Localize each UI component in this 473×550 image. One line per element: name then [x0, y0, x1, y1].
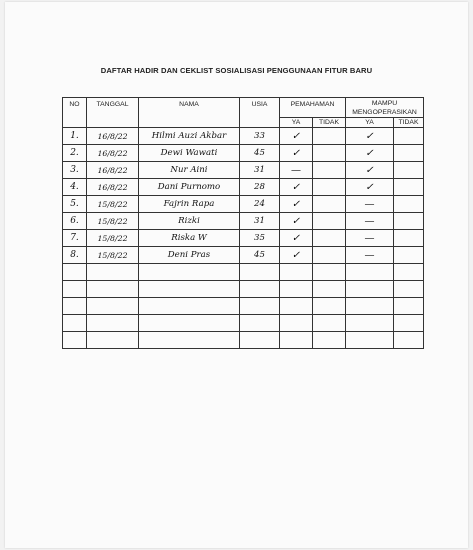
row-mampu-tidak [394, 230, 424, 247]
row-pemahaman-ya: ✓ [280, 230, 313, 247]
row-mampu-tidak [394, 128, 424, 145]
row-tanggal: 15/8/22 [87, 247, 139, 264]
row-no [63, 298, 87, 315]
row-tanggal: 16/8/22 [87, 162, 139, 179]
row-mampu-tidak [394, 281, 424, 298]
table-row [63, 315, 424, 332]
row-usia [240, 315, 280, 332]
row-usia: 28 [240, 179, 280, 196]
table-row [63, 332, 424, 349]
row-no [63, 281, 87, 298]
row-nama: Fajrin Rapa [139, 196, 240, 213]
table-row [63, 298, 424, 315]
row-no: 5. [63, 196, 87, 213]
row-usia: 31 [240, 162, 280, 179]
row-pemahaman-tidak [313, 213, 346, 230]
row-tanggal [87, 298, 139, 315]
row-pemahaman-tidak [313, 230, 346, 247]
row-nama [139, 332, 240, 349]
row-tanggal: 16/8/22 [87, 128, 139, 145]
row-no [63, 315, 87, 332]
row-mampu-tidak [394, 315, 424, 332]
row-pemahaman-ya [280, 315, 313, 332]
row-usia [240, 264, 280, 281]
header-tanggal: TANGGAL [87, 98, 139, 128]
row-pemahaman-ya [280, 264, 313, 281]
row-nama [139, 315, 240, 332]
row-usia: 45 [240, 145, 280, 162]
row-pemahaman-tidak [313, 281, 346, 298]
table-row [63, 162, 424, 179]
row-nama: Dani Purnomo [139, 179, 240, 196]
row-no: 1. [63, 128, 87, 145]
row-mampu-ya: ✓ [346, 162, 394, 179]
row-nama [139, 264, 240, 281]
row-usia [240, 332, 280, 349]
row-mampu-ya [346, 264, 394, 281]
row-mampu-tidak [394, 162, 424, 179]
row-mampu-ya: — [346, 230, 394, 247]
row-nama: Dewi Wawati [139, 145, 240, 162]
row-pemahaman-tidak [313, 179, 346, 196]
table-row [63, 264, 424, 281]
row-tanggal [87, 264, 139, 281]
row-mampu-tidak [394, 213, 424, 230]
row-mampu-ya: — [346, 196, 394, 213]
row-pemahaman-ya [280, 281, 313, 298]
row-tanggal [87, 315, 139, 332]
row-pemahaman-ya [280, 298, 313, 315]
row-mampu-ya: ✓ [346, 145, 394, 162]
header-pemahaman-ya: YA [280, 118, 313, 128]
row-pemahaman-ya: ✓ [280, 247, 313, 264]
table-row [63, 196, 424, 213]
row-tanggal [87, 281, 139, 298]
row-pemahaman-tidak [313, 315, 346, 332]
row-no: 7. [63, 230, 87, 247]
table-row [63, 213, 424, 230]
row-mampu-ya [346, 332, 394, 349]
row-mampu-tidak [394, 179, 424, 196]
row-usia: 45 [240, 247, 280, 264]
table-row [63, 247, 424, 264]
row-pemahaman-tidak [313, 128, 346, 145]
table-row [63, 179, 424, 196]
document-title: DAFTAR HADIR DAN CEKLIST SOSIALISASI PENGGUNAAN FITUR BARU [100, 66, 373, 75]
row-mampu-ya: ✓ [346, 179, 394, 196]
row-tanggal: 15/8/22 [87, 230, 139, 247]
header-usia: USIA [240, 98, 280, 128]
row-mampu-ya [346, 298, 394, 315]
row-no [63, 332, 87, 349]
document-page [5, 2, 468, 548]
row-pemahaman-ya: ✓ [280, 145, 313, 162]
row-no [63, 264, 87, 281]
row-usia [240, 298, 280, 315]
row-pemahaman-ya: — [280, 162, 313, 179]
header-mampu-tidak: TIDAK [394, 118, 424, 128]
row-no: 4. [63, 179, 87, 196]
row-pemahaman-tidak [313, 264, 346, 281]
row-no: 6. [63, 213, 87, 230]
header-mampu-mengoperasikan: MAMPU MENGOPERASIKAN [346, 98, 424, 118]
header-mampu-ya: YA [346, 118, 394, 128]
row-mampu-ya [346, 315, 394, 332]
row-tanggal: 16/8/22 [87, 179, 139, 196]
row-usia: 35 [240, 230, 280, 247]
row-mampu-ya: — [346, 247, 394, 264]
row-mampu-tidak [394, 196, 424, 213]
row-tanggal: 15/8/22 [87, 196, 139, 213]
row-pemahaman-tidak [313, 247, 346, 264]
row-pemahaman-ya: ✓ [280, 128, 313, 145]
row-pemahaman-tidak [313, 298, 346, 315]
row-tanggal: 15/8/22 [87, 213, 139, 230]
row-mampu-tidak [394, 247, 424, 264]
row-pemahaman-tidak [313, 196, 346, 213]
row-usia: 31 [240, 213, 280, 230]
row-mampu-ya [346, 281, 394, 298]
row-pemahaman-ya: ✓ [280, 213, 313, 230]
row-nama: Riska W [139, 230, 240, 247]
row-tanggal: 16/8/22 [87, 145, 139, 162]
row-no: 8. [63, 247, 87, 264]
attendance-table [62, 97, 424, 349]
header-no: NO [63, 98, 87, 128]
row-usia: 33 [240, 128, 280, 145]
row-usia: 24 [240, 196, 280, 213]
row-nama: Nur Aini [139, 162, 240, 179]
row-mampu-ya: — [346, 213, 394, 230]
row-pemahaman-ya [280, 332, 313, 349]
table-row [63, 230, 424, 247]
row-pemahaman-ya: ✓ [280, 179, 313, 196]
row-mampu-tidak [394, 298, 424, 315]
row-nama: Rizki [139, 213, 240, 230]
header-nama: NAMA [139, 98, 240, 128]
row-mampu-tidak [394, 332, 424, 349]
row-pemahaman-ya: ✓ [280, 196, 313, 213]
row-nama [139, 281, 240, 298]
header-pemahaman: PEMAHAMAN [280, 98, 346, 118]
row-nama: Hilmi Auzi Akbar [139, 128, 240, 145]
row-mampu-tidak [394, 145, 424, 162]
row-usia [240, 281, 280, 298]
row-tanggal [87, 332, 139, 349]
row-pemahaman-tidak [313, 332, 346, 349]
row-pemahaman-tidak [313, 162, 346, 179]
row-nama [139, 298, 240, 315]
row-mampu-tidak [394, 264, 424, 281]
row-no: 3. [63, 162, 87, 179]
table-row [63, 281, 424, 298]
table-row [63, 128, 424, 145]
row-pemahaman-tidak [313, 145, 346, 162]
row-no: 2. [63, 145, 87, 162]
header-pemahaman-tidak: TIDAK [313, 118, 346, 128]
row-nama: Deni Pras [139, 247, 240, 264]
row-mampu-ya: ✓ [346, 128, 394, 145]
table-row [63, 145, 424, 162]
